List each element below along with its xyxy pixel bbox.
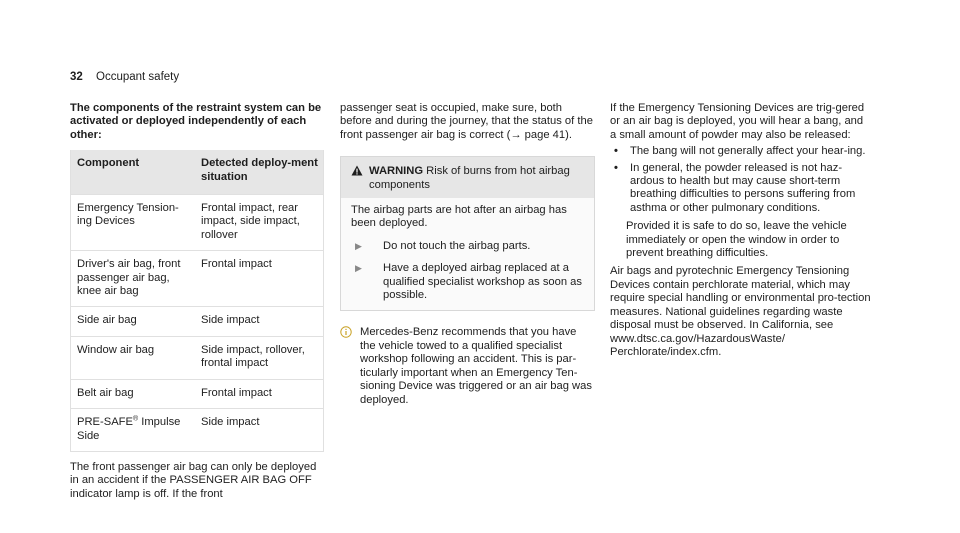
bullet-icon: • [614,161,618,174]
step-text: Have a deployed airbag replaced at a qualified specialist workshop as soon as possible. [383,262,582,302]
table-row [71,379,324,408]
cell-situation: Side impact [195,307,324,336]
cell-situation: Side impact [195,409,324,452]
header-component: Component [71,150,196,194]
warning-step [351,262,586,302]
warning-triangle-icon [351,165,369,192]
provided-text: Provided it is safe to do so, leave the vehicle immediately or open the window in order to prevent breathing difficulties. [626,220,847,260]
deployment-intro: If the Emergency Tensioning Devices are trig-gered or an air bag is deployed, you will hear a bang, and a small amount of powder may also be released: [610,102,865,141]
column-left [70,102,325,501]
table-row [71,251,324,307]
column-right [610,102,872,359]
page-number: 32 [70,71,83,83]
warning-body-text: The airbag parts are hot after an airbag has been deployed. [351,204,567,230]
arrow-right-icon: ▶ [355,240,362,251]
page-header [70,71,179,84]
pre-safe-name: PRE-SAFE [77,416,133,429]
list-item [610,162,872,216]
step-text: Do not touch the airbag parts. [383,239,531,252]
table-row [71,307,324,336]
passenger-seat-text-content: passenger seat is occupied, make sure, both before and during the journey, that the status of the front passenger air bag is correct (→ page 41). [340,102,593,141]
cell-component: Side air bag [71,307,196,336]
passenger-airbag-text: The front passenger air bag can only be deployed in an accident if the PASSENGER AIR BAG OFF indicator lamp is off. If the front [70,460,317,500]
header-situation: Detected deploy-ment situation [195,150,324,194]
cell-component: Belt air bag [71,379,196,408]
list-item [610,145,872,158]
cell-situation: Frontal impact [195,379,324,408]
registered-mark: ® [132,415,139,423]
table-heading: The components of the restraint system can be activated or deployed independently of each other: [70,102,322,141]
table-row [71,336,324,379]
warning-title [369,165,586,192]
column-middle [340,102,595,407]
passenger-seat-text [340,102,595,142]
note-text: Mercedes-Benz recommends that you have the vehicle towed to a qualified specialist workshop following an accident. This is par-ticularly important when an Emergency Ten-sioning Device was triggered or an air bag was deployed. [360,326,592,406]
warning-body [341,198,594,310]
cell-situation: Frontal impact, rear impact, side impact, rollover [195,195,324,251]
table-row [71,195,324,251]
bullet-text: The bang will not generally affect your hear-ing. [630,145,866,158]
bullet-text: In general, the powder released is not haz-ardous to health but may cause short-term breathing difficulties to persons suffering from asthma or other pulmonary conditions. [630,161,856,214]
warning-label: WARNING [369,165,424,178]
section-title: Occupant safety [96,71,180,83]
cell-situation: Side impact, rollover, frontal impact [195,336,324,379]
warning-step [351,240,586,253]
components-table [70,150,324,452]
perchlorate-text: Air bags and pyrotechnic Emergency Tensioning Devices contain perchlorate material, which may require special handling or environmental pro-tection measures. National guidelines regarding waste disposal must be observed. In California, see www.dtsc.ca.gov/HazardousWaste/ Perchlorate/index.cfm. [610,265,871,358]
info-icon [340,326,360,406]
bullet-icon: • [614,145,618,158]
cell-component: Driver's air bag, front passenger air bag, knee air bag [71,251,196,307]
pre-safe-name-rest: Impulse Side [77,416,181,442]
warning-box [340,156,595,311]
cell-component [71,409,196,452]
cell-component: Emergency Tension-ing Devices [71,195,196,251]
info-note [340,326,595,406]
cell-situation: Frontal impact [195,251,324,307]
arrow-right-icon: ▶ [355,263,362,274]
warning-title-text: Risk of burns from hot airbag components [369,165,570,191]
cell-component: Window air bag [71,336,196,379]
table-header-row [71,150,324,194]
table-row [71,409,324,452]
warning-header [341,157,594,198]
